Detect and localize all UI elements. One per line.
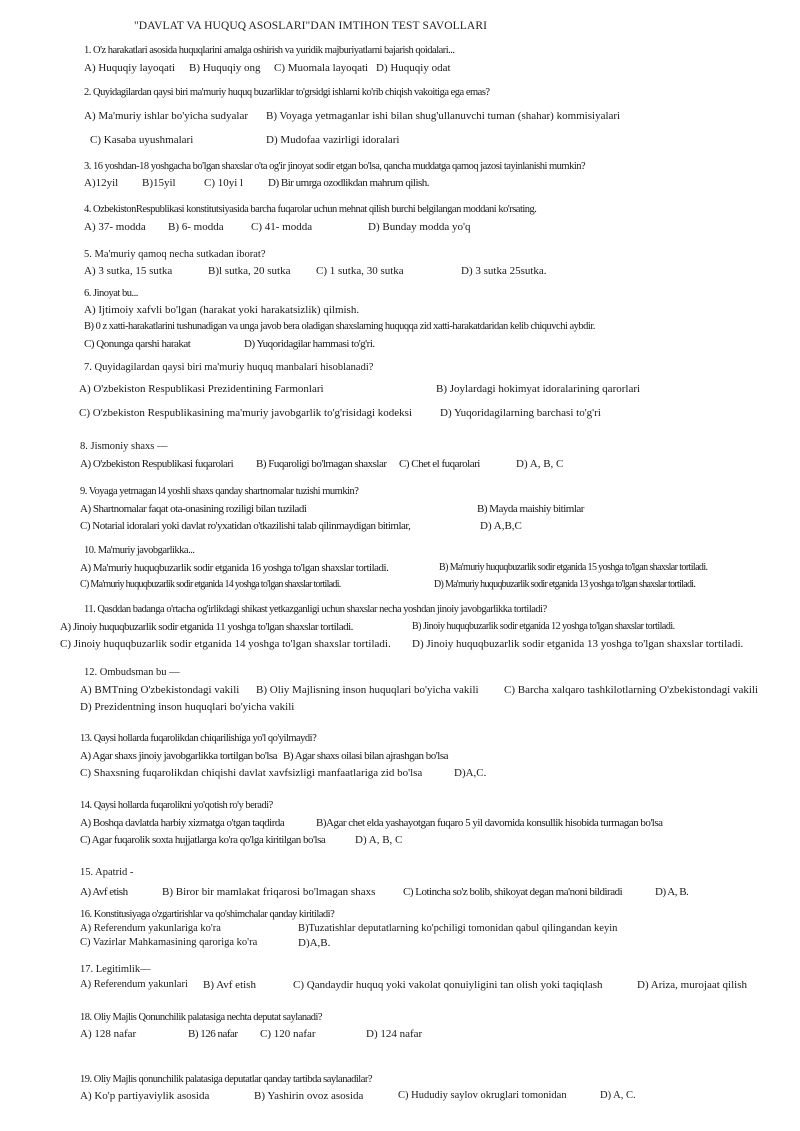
option-d: D) Huquqiy odat (376, 61, 451, 74)
question-5 (84, 249, 547, 282)
option-b: B) Biror bir mamlakat friqarosi bo'lmagan shaxs (162, 885, 376, 898)
option-b: B) Mayda maishiy bitimlar (477, 502, 584, 515)
option-b: B) Yashirin ovoz asosida (254, 1089, 364, 1102)
question-12 (80, 667, 758, 718)
question-text: 19. Oliy Majlis qonunchilik palatasiga deputatlar qanday tartibda saylanadilar? (80, 1074, 373, 1085)
question-text: 13. Qaysi hollarda fuqarolikdan chiqarilishiga yo'l qo'yilmaydi? (80, 733, 317, 744)
option-c: C) Notarial idoralari yoki davlat ro'yxatidan o'tkazilishi talab qilinmaydigan bitimlar, (80, 519, 411, 532)
option-b: B) Joylardagi hokimyat idoralarining qarorlari (436, 382, 641, 395)
option-c: C) 10yi l (204, 176, 244, 189)
option-d: D) Ariza, murojaat qilish (637, 978, 747, 991)
option-d: D) Bunday modda yo'q (368, 220, 471, 233)
option-d: D) Ma'muriy huquqbuzarlik sodir etganida 13 yoshga to'lgan shaxslar tortiladi. (434, 578, 696, 590)
option-d: D) A, B, C (516, 457, 564, 470)
option-c: C) Hududiy saylov okruglari tomonidan (398, 1089, 567, 1101)
option-c: C) Chet el fuqarolari (399, 457, 480, 470)
option-c: C) Lotincha so'z bolib, shikoyat degan ma'noni bildiradi (403, 885, 623, 898)
question-10 (80, 545, 708, 596)
option-c: C) Barcha xalqaro tashkilotlarning O'zbekistondagi vakili (504, 683, 758, 696)
option-a: A) Ma'muriy ishlar bo'yicha sudyalar (84, 109, 249, 122)
question-text: 10. Ma'muriy javobgarlikka... (84, 545, 195, 556)
option-c: C) O'zbekiston Respublikasining ma'muriy javobgarlik to'g'risidagi kodeksi (79, 406, 412, 419)
question-text: 2. Quyidagilardan qaysi biri ma'muriy huquq buzarliklar to'grsidgi ishlarni ko'rib chiqish vakoitiga ega emas? (84, 87, 490, 98)
question-text: 18. Oliy Majlis Qonunchilik palatasiga nechta deputat saylanadi? (80, 1012, 323, 1023)
question-17 (80, 964, 747, 996)
option-d: D) Prezidentning inson huquqlari bo'yicha vakili (80, 700, 295, 713)
option-b: B) Fuqaroligi bo'lmagan shaxslar (256, 457, 387, 470)
question-8 (80, 441, 564, 475)
question-text: 7. Quyidagilardan qaysi biri ma'muriy huquq manbalari hisoblanadi? (84, 362, 374, 373)
option-c: C) Qandaydir huquq yoki vakolat qonuiyligini tan olish yoki taqiqlash (293, 978, 603, 991)
question-1 (84, 45, 455, 79)
option-d: D) 124 nafar (366, 1027, 423, 1040)
question-3 (84, 161, 585, 194)
option-a: A) Avf etish (80, 885, 128, 898)
option-c: C) Kasaba uyushmalari (90, 133, 194, 146)
option-d: D) A, C. (600, 1089, 636, 1101)
option-a: A) Ma'muriy huquqbuzarlik sodir etganida 16 yoshga to'lgan shaxslar tortiladi. (80, 561, 389, 574)
option-d: D)A,B. (298, 936, 331, 949)
option-b: B) 0 z xatti-harakatlarini tushunadigan va unga javob bera oladigan shaxslarning huquqqa zid xatti-harakatdaridan kelib chiquvchi aybdir. (84, 320, 595, 332)
option-b: B) Jinoiy huquqbuzarlik sodir etganida 12 yoshga to'lgan shaxslar tortiladi. (412, 620, 675, 632)
option-d: D) Mudofaa vazirligi idoralari (266, 133, 400, 146)
question-text: 12. Ombudsman bu — (84, 667, 180, 678)
question-11 (60, 604, 744, 655)
option-c: C) Jinoiy huquqbuzarlik sodir etganida 14 yoshga to'lgan shaxslar tortiladi. (60, 637, 391, 650)
option-b: B) Huquqiy ong (189, 61, 261, 74)
option-b: B) Agar shaxs oilasi bilan ajrashgan bo'lsa (283, 749, 449, 762)
option-a: A) 3 sutka, 15 sutka (84, 264, 173, 277)
option-d: D)A,C. (454, 766, 487, 779)
option-c: C) Qonunga qarshi harakat (84, 337, 191, 350)
option-c: C) Agar fuqarolik soxta hujjatlarga ko'ra qo'lga kiritilgan bo'lsa (80, 833, 326, 846)
option-a: A) Jinoiy huquqbuzarlik sodir etganida 11 yoshga to'lgan shaxslar tortiladi. (60, 620, 353, 633)
option-b: B)Agar chet elda yashayotgan fuqaro 5 yil davomida konsullik hisobida turmagan bo'lsa (316, 816, 663, 829)
option-a: A) Ijtimoiy xafvli bo'lgan (harakat yoki harakatsizlik) qilmish. (84, 303, 360, 316)
question-text: 11. Qasddan badanga o'rtacha og'irlikdagi shikast yetkazganligi uchun shaxslar necha yoshdan jinoiy javobgarlikka tortiladi? (84, 604, 547, 615)
option-d: D) A, B. (655, 885, 689, 898)
option-d: D) Jinoiy huquqbuzarlik sodir etganida 13 yoshga to'lgan shaxslar tortiladi. (412, 637, 744, 650)
option-a: A) Referendum yakunlariga ko'ra (80, 922, 221, 934)
option-b: B) Ma'muriy huquqbuzarlik sodir etganida 15 yoshga to'lgan shaxslar tortiladi. (439, 561, 708, 573)
option-a: A) O'zbekiston Respublikasi fuqarolari (80, 457, 234, 470)
option-d: D) 3 sutka 25sutka. (461, 264, 547, 277)
option-b: B) 126 nafar (188, 1027, 238, 1040)
option-c: C) Muomala layoqati (274, 61, 369, 74)
option-a: A) Boshqa davlatda harbiy xizmatga o'tgan taqdirda (80, 816, 285, 829)
question-text: 17. Legitimlik— (80, 964, 151, 975)
question-4 (84, 204, 536, 238)
page-title: "DAVLAT VA HUQUQ ASOSLARI"DAN IMTIHON TEST SAVOLLARI (134, 20, 488, 32)
question-text: 3. 16 yoshdan-18 yoshgacha bo'lgan shaxslar o'ta og'ir jinoyat sodir etgan bo'lsa, qancha muddatga qamoq jazosi tayinlanishi mumkin? (84, 161, 586, 172)
question-13 (80, 733, 487, 784)
option-a: A) Ko'p partiyaviylik asosida (80, 1089, 210, 1102)
option-c: C) Shaxsning fuqarolikdan chiqishi davlat xavfsizligi manfaatlariga zid bo'lsa (80, 766, 423, 779)
option-a: A) Shartnomalar faqat ota-onasining roziligi bilan tuziladi (80, 502, 307, 515)
question-18 (80, 1012, 423, 1045)
option-d: D) A,B,C (480, 519, 522, 532)
question-text: 16. Konstitusiyaga o'zgartirishlar va qo'shimchalar qanday kiritiladi? (80, 909, 335, 920)
option-a: A) BMTning O'zbekistondagi vakili (80, 683, 240, 696)
option-d: D) Yuqoridagilar hammasi to'g'ri. (244, 337, 375, 350)
option-b: B)15yil (142, 176, 176, 189)
question-9 (80, 486, 584, 537)
question-16 (80, 909, 618, 951)
question-15 (80, 867, 689, 903)
question-text: 5. Ma'muriy qamoq necha sutkadan iborat? (84, 249, 266, 260)
option-b: B) 6- modda (168, 220, 224, 233)
option-d: D) A, B, C (355, 833, 403, 846)
option-c: C) 1 sutka, 30 sutka (316, 264, 404, 277)
question-text: 1. O'z harakatlari asosida huquqlarini amalga oshirish va yuridik majburiyatlarni bajarish qoidalari... (84, 45, 455, 56)
option-a: A) Referendum yakunlari (80, 978, 188, 990)
question-2 (84, 87, 621, 151)
option-c: C) 41- modda (251, 220, 313, 233)
option-a: A) 128 nafar (80, 1027, 137, 1040)
option-b: B) Voyaga yetmaganlar ishi bilan shug'ullanuvchi tuman (shahar) kommisiyalari (266, 109, 621, 122)
question-text: 8. Jismoniy shaxs — (80, 441, 168, 452)
option-a: A) 37- modda (84, 220, 146, 233)
option-d: D) Bir umrga ozodlikdan mahrum qilish. (268, 176, 430, 189)
option-a: A) Agar shaxs jinoiy javobgarlikka tortilgan bo'lsa (80, 749, 278, 762)
question-text: 4. OzbekistonRespublikasi konstitutsiyasida barcha fuqarolar uchun mehnat qilish burchi belgilangan moddani ko'rsating. (84, 204, 537, 215)
question-text: 6. Jinoyat bu... (84, 288, 138, 299)
question-text: 15. Apatrid - (80, 867, 134, 878)
option-c: C) Vazirlar Mahkamasining qaroriga ko'ra (80, 936, 258, 948)
option-b: B)Tuzatishlar deputatlarning ko'pchiligi tomonidan qabul qilingandan keyin (298, 922, 618, 934)
question-6 (84, 288, 595, 355)
option-c: C) 120 nafar (260, 1027, 316, 1040)
option-b: B) Avf etish (203, 978, 256, 991)
question-text: 14. Qaysi hollarda fuqarolikni yo'qotish ro'y beradi? (80, 800, 273, 811)
option-a: A) Huquqiy layoqati (84, 61, 176, 74)
option-d: D) Yuqoridagilarning barchasi to'g'ri (440, 406, 601, 419)
option-c: C) Ma'muriy huquqbuzarlik sodir etganida 14 yoshga to'lgan shaxslar tortiladi. (80, 578, 341, 590)
question-19 (80, 1074, 636, 1107)
question-14 (80, 800, 663, 851)
option-a: A)12yil (84, 176, 119, 189)
option-b: B) Oliy Majlisning inson huquqlari bo'yicha vakili (256, 683, 479, 696)
question-7 (79, 362, 641, 424)
question-text: 9. Voyaga yetmagan l4 yoshli shaxs qanday shartnomalar tuzishi mumkin? (80, 486, 359, 497)
option-a: A) O'zbekiston Respublikasi Prezidentining Farmonlari (79, 382, 324, 395)
option-b: B)l sutka, 20 sutka (208, 264, 291, 277)
